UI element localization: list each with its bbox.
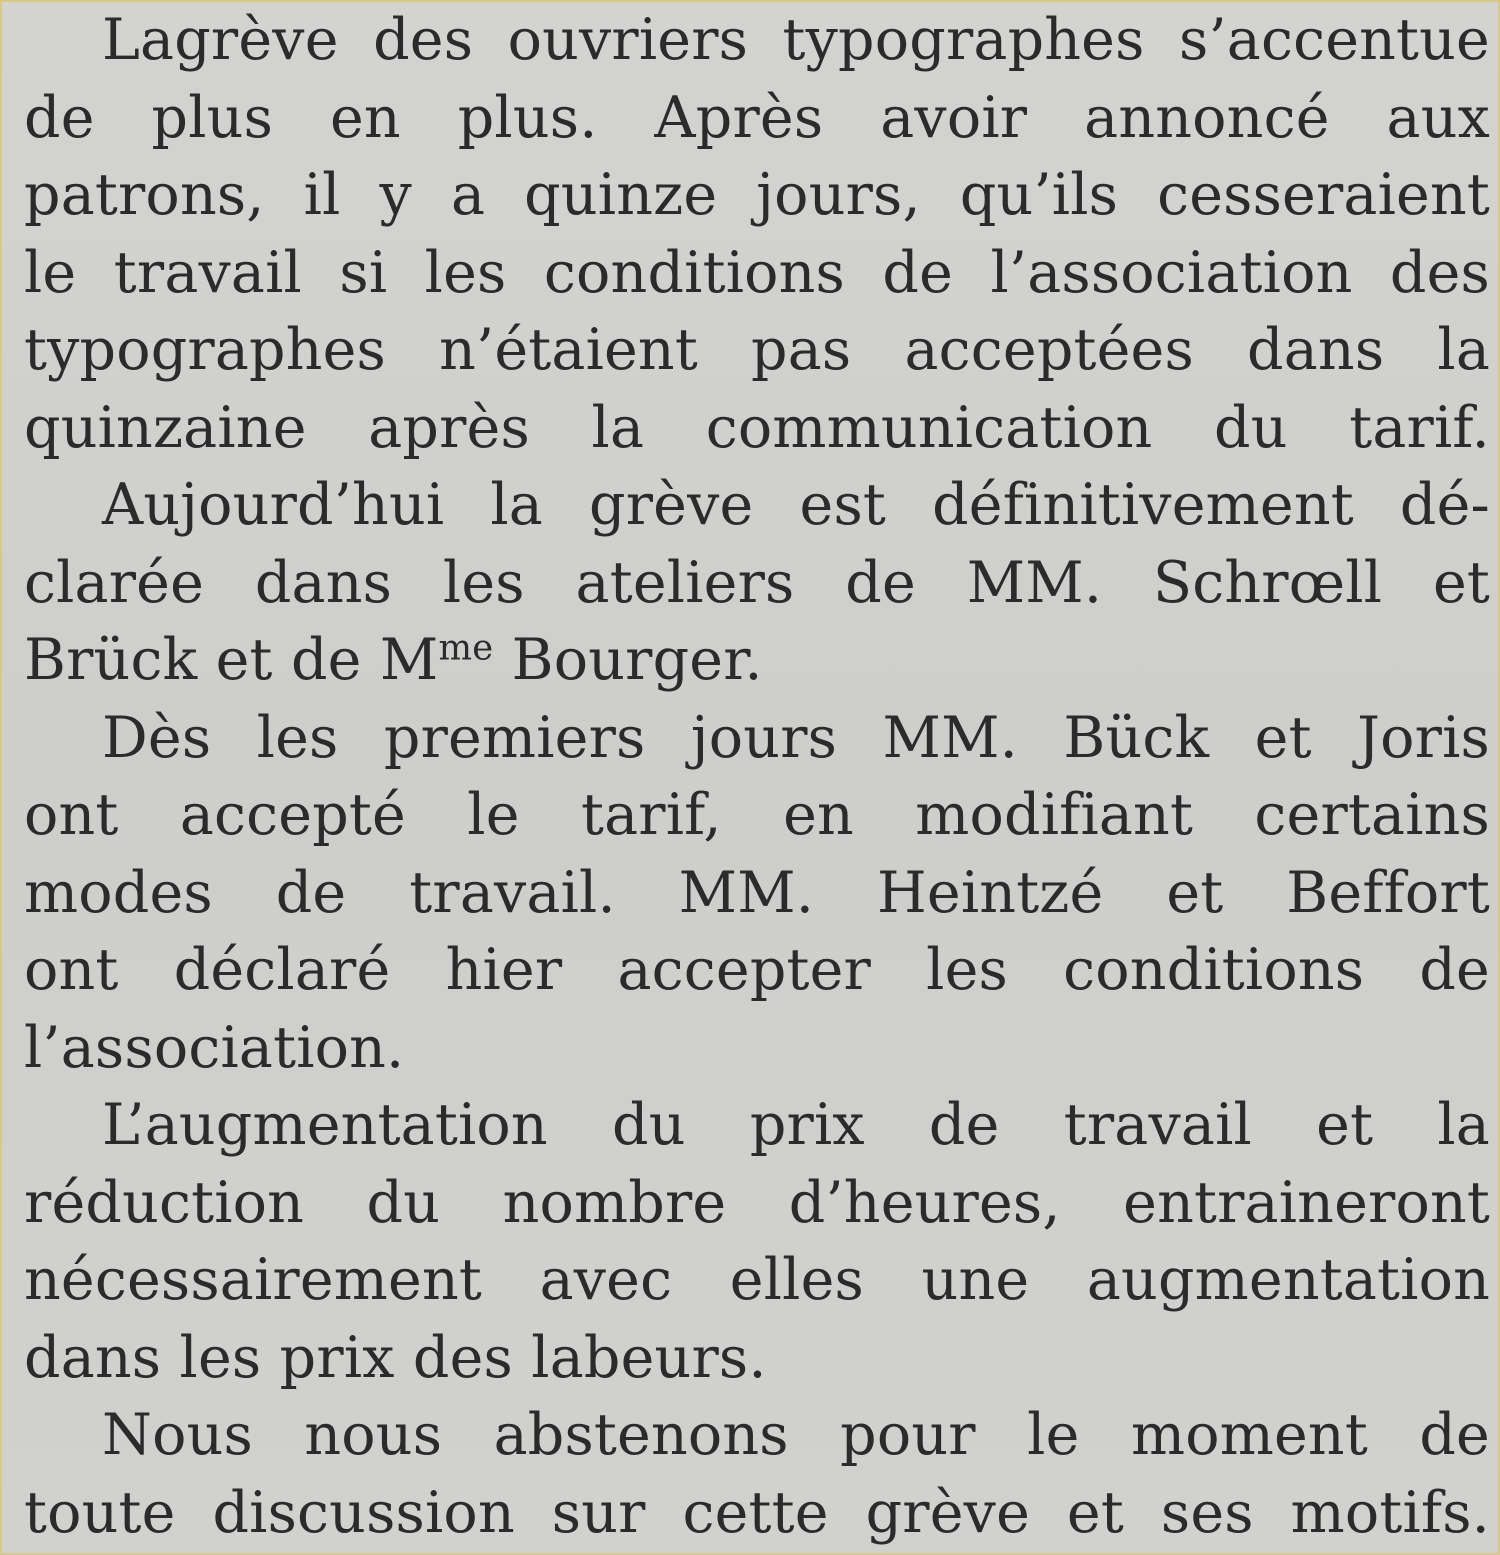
- text-line: modes de travail. MM. Heintzé et Beffort: [24, 859, 1490, 926]
- article-column: [24, 2, 1490, 1552]
- paragraph-1: [24, 2, 1490, 467]
- paragraph-4: [24, 1087, 1490, 1397]
- superscript-abbrev: me: [438, 627, 494, 669]
- paragraph-2: [24, 467, 1490, 700]
- text-line: toute discussion sur cette grève et ses motifs.: [24, 1479, 1490, 1546]
- text-line: dans les prix des labeurs.: [24, 1324, 767, 1391]
- paragraph-3: [24, 700, 1490, 1088]
- text-line: clarée dans les ateliers de MM. Schrœll et: [24, 549, 1490, 616]
- text-line: [24, 622, 1490, 700]
- text-segment: Brück et de M: [24, 627, 439, 693]
- text-line: Lagrève des ouvriers typographes s’accentue: [102, 7, 1490, 73]
- text-segment: Bourger.: [493, 627, 763, 693]
- text-line: ont déclaré hier accepter les conditions de: [24, 937, 1490, 1003]
- text-line: nécessairement avec elles une augmentation: [24, 1247, 1490, 1313]
- text-line: typographes n’étaient pas acceptées dans la: [24, 317, 1490, 383]
- text-line: ont accepté le tarif, en modifiant certains: [24, 782, 1490, 848]
- text-line: L’augmentation du prix de travail et la: [102, 1092, 1490, 1158]
- text-line: patrons, il y a quinze jours, qu’ils cesseraient: [24, 162, 1490, 228]
- text-line: l’association.: [24, 1014, 405, 1081]
- paragraph-5: [24, 1397, 1490, 1552]
- text-line: quinzaine après la communication du tarif.: [24, 394, 1490, 461]
- text-line: Aujourd’hui la grève est définitivement dé-: [102, 472, 1490, 538]
- text-line: le travail si les conditions de l’association des: [24, 239, 1490, 306]
- text-line: Nous nous abstenons pour le moment de: [102, 1402, 1490, 1468]
- text-line: Dès les premiers jours MM. Bück et Joris: [102, 704, 1490, 771]
- text-line: de plus en plus. Après avoir annoncé aux: [24, 84, 1490, 151]
- text-line: réduction du nombre d’heures, entraineront: [24, 1169, 1490, 1236]
